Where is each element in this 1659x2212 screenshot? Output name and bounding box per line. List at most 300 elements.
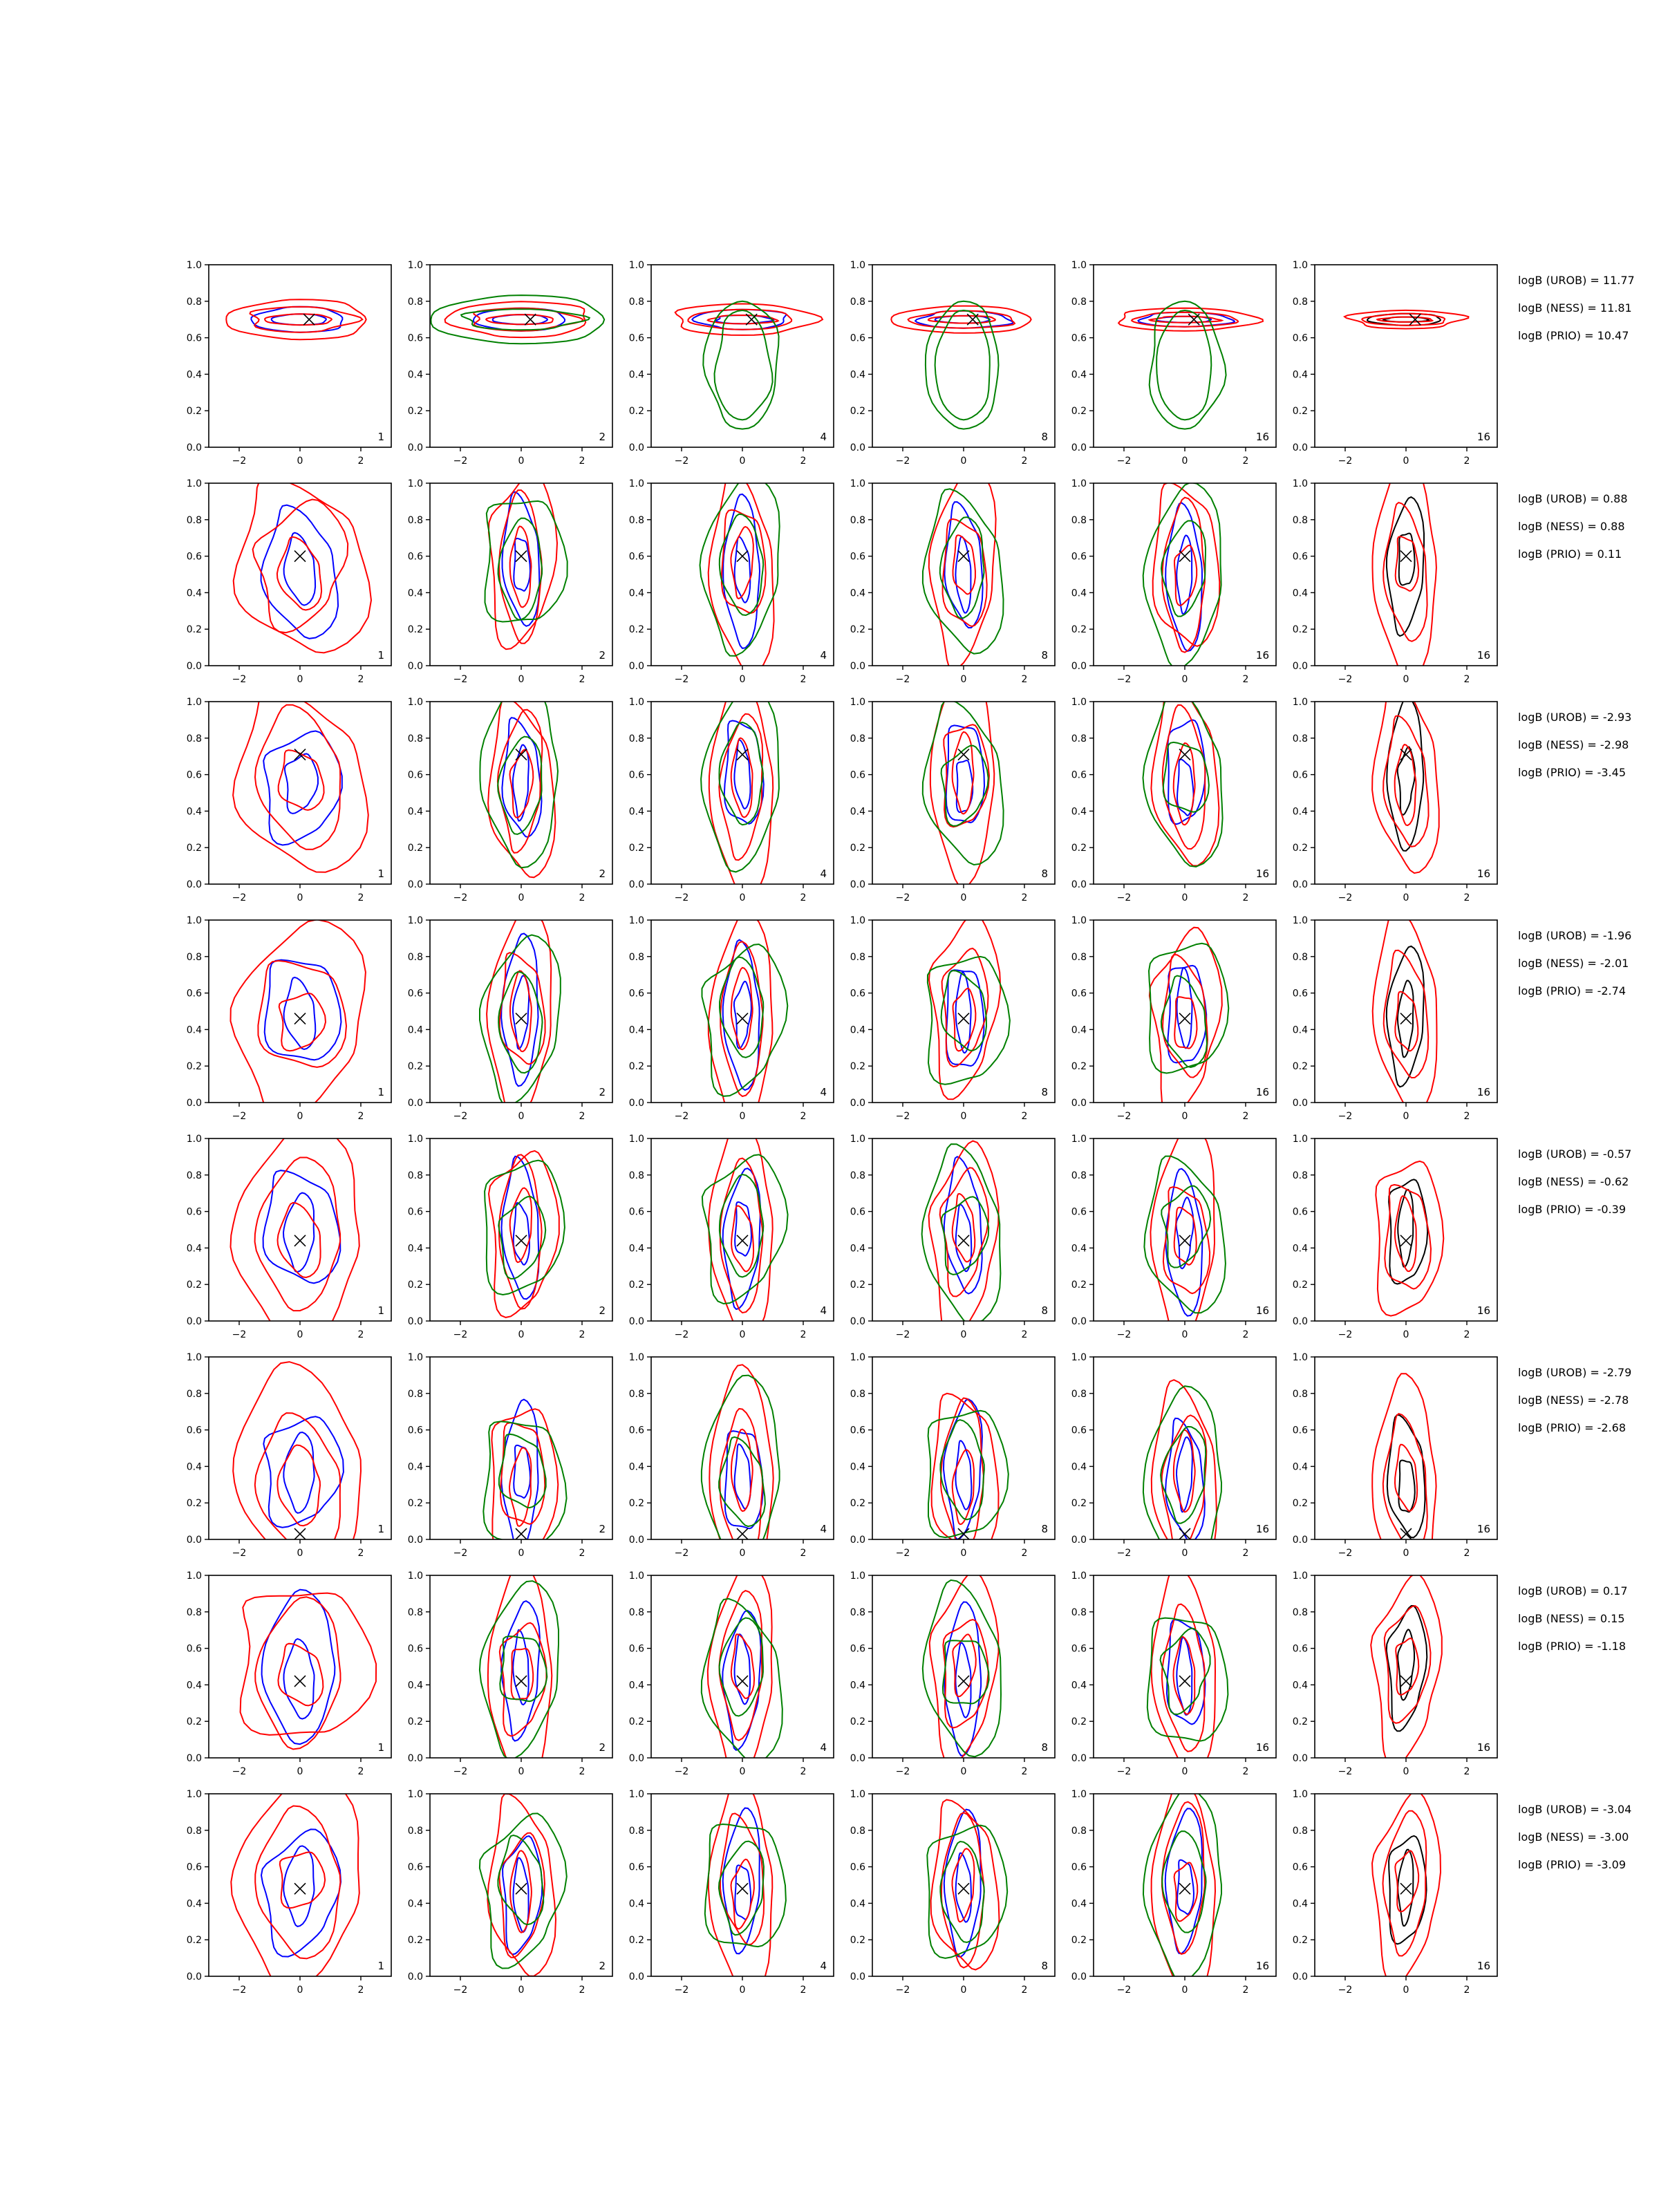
panel-r7-c2 — [408, 1562, 612, 1789]
panel-label: 2 — [599, 1741, 606, 1754]
panel-label: 16 — [1255, 1960, 1269, 1972]
y-tick-label: 0.0 — [850, 1971, 865, 1983]
contour-blue — [514, 1203, 529, 1265]
figure-row-3 — [187, 659, 1632, 903]
y-tick-label: 0.6 — [628, 332, 644, 344]
y-tick-label: 0.4 — [628, 806, 644, 818]
y-tick-label: 0.0 — [407, 879, 423, 890]
contour-red — [953, 1450, 974, 1524]
contour-blue — [946, 970, 984, 1066]
x-tick-label: 0 — [297, 1766, 303, 1777]
panel-label: 8 — [1041, 1960, 1048, 1972]
x-tick-label: −2 — [453, 1111, 468, 1122]
contour-blue — [284, 977, 316, 1049]
x-tick-label: 0 — [1181, 892, 1188, 903]
x-tick-label: 2 — [579, 674, 585, 685]
x-tick-label: −2 — [674, 1111, 689, 1122]
y-tick-label: 0.6 — [850, 551, 865, 563]
x-tick-label: −2 — [1338, 1766, 1353, 1777]
y-tick-label: 0.8 — [186, 296, 202, 308]
x-tick-label: −2 — [232, 892, 247, 903]
y-tick-label: 0.4 — [1071, 369, 1087, 381]
x-tick-label: 0 — [297, 1329, 303, 1340]
contour-blue — [1177, 968, 1192, 1048]
y-tick-label: 1.0 — [850, 697, 865, 708]
y-tick-label: 0.0 — [186, 1316, 202, 1327]
y-tick-label: 0.2 — [1071, 843, 1087, 854]
marker-x-icon — [737, 1235, 748, 1246]
y-tick-label: 0.4 — [186, 806, 202, 818]
x-tick-label: 2 — [1242, 1329, 1249, 1340]
y-tick-label: 0.4 — [850, 1461, 865, 1473]
marker-x-icon — [294, 1235, 306, 1246]
y-tick-label: 0.4 — [186, 1024, 202, 1036]
panel-label: 1 — [377, 1523, 384, 1535]
y-tick-label: 0.2 — [850, 843, 865, 854]
x-tick-label: 2 — [579, 1766, 585, 1777]
contour-blue — [1177, 1437, 1192, 1512]
x-tick-label: −2 — [895, 1985, 910, 1996]
panel-frame — [209, 1575, 391, 1758]
y-tick-label: 1.0 — [1071, 1134, 1087, 1145]
y-tick-label: 0.4 — [850, 369, 865, 381]
y-tick-label: 0.2 — [1292, 406, 1308, 418]
marker-x-icon — [1179, 1528, 1190, 1539]
y-tick-label: 0.0 — [1071, 1098, 1087, 1109]
panel-r1-c3 — [629, 260, 834, 467]
y-tick-label: 1.0 — [407, 260, 423, 271]
y-tick-label: 1.0 — [186, 1571, 202, 1582]
x-tick-label: 0 — [739, 456, 746, 467]
marker-x-icon — [516, 1013, 527, 1024]
contour-red — [1372, 679, 1439, 873]
panel-label: 2 — [599, 431, 606, 443]
x-tick-label: 2 — [1242, 456, 1249, 467]
y-tick-label: 0.0 — [186, 1971, 202, 1983]
y-tick-label: 0.4 — [186, 1461, 202, 1473]
y-tick-label: 0.2 — [1071, 1061, 1087, 1073]
y-tick-label: 0.8 — [628, 951, 644, 963]
x-tick-label: 2 — [1463, 1548, 1470, 1559]
x-tick-label: 2 — [357, 1111, 364, 1122]
y-tick-label: 0.0 — [1292, 1971, 1308, 1983]
x-tick-label: 0 — [297, 456, 303, 467]
y-tick-label: 0.6 — [850, 988, 865, 1000]
y-tick-label: 1.0 — [1292, 1134, 1308, 1145]
y-tick-label: 0.2 — [407, 1716, 423, 1728]
y-tick-label: 0.0 — [1071, 1753, 1087, 1764]
y-tick-label: 0.4 — [1292, 588, 1308, 599]
y-tick-label: 0.8 — [1292, 1825, 1308, 1837]
y-tick-label: 0.2 — [1292, 1935, 1308, 1947]
y-tick-label: 1.0 — [628, 1134, 644, 1145]
y-tick-label: 0.2 — [1292, 843, 1308, 854]
y-tick-label: 0.6 — [628, 1643, 644, 1655]
logb-annotation: logB (UROB) = 11.77 — [1518, 274, 1635, 287]
marker-x-icon — [516, 749, 527, 760]
y-tick-label: 0.8 — [1292, 1606, 1308, 1618]
logb-annotation: logB (PRIO) = 10.47 — [1518, 329, 1629, 342]
panel-frame — [209, 1138, 391, 1321]
panel-frame — [1315, 920, 1497, 1103]
y-tick-label: 0.6 — [1071, 1643, 1087, 1655]
logb-annotation: logB (UROB) = -2.93 — [1518, 711, 1632, 724]
panel-r4-c4 — [850, 913, 1055, 1122]
y-tick-label: 0.6 — [1292, 1643, 1308, 1655]
logb-annotation: logB (PRIO) = -2.68 — [1518, 1421, 1626, 1434]
contour-blue — [513, 745, 529, 821]
panel-r5-c6 — [1293, 1134, 1497, 1340]
y-tick-label: 0.4 — [186, 369, 202, 381]
x-tick-label: 2 — [579, 1111, 585, 1122]
x-tick-label: 0 — [960, 892, 967, 903]
x-tick-label: 0 — [518, 1766, 525, 1777]
figure-row-4 — [187, 906, 1632, 1134]
y-tick-label: 0.8 — [628, 1606, 644, 1618]
panel-frame — [1094, 1794, 1276, 1976]
panel-label: 16 — [1477, 1741, 1490, 1754]
x-tick-label: −2 — [895, 1111, 910, 1122]
y-tick-label: 1.0 — [1292, 1571, 1308, 1582]
panel-frame — [872, 1357, 1055, 1539]
panel-label: 16 — [1477, 431, 1490, 443]
x-tick-label: 0 — [1403, 892, 1409, 903]
y-tick-label: 0.4 — [186, 1680, 202, 1691]
y-tick-label: 0.4 — [628, 1243, 644, 1255]
panel-label: 2 — [599, 649, 606, 662]
y-tick-label: 0.0 — [850, 661, 865, 672]
x-tick-label: 0 — [960, 1111, 967, 1122]
panel-label: 16 — [1477, 1523, 1490, 1535]
y-tick-label: 0.8 — [1071, 514, 1087, 526]
panel-r7-c3 — [629, 1562, 834, 1781]
y-tick-label: 0.8 — [850, 951, 865, 963]
x-tick-label: 0 — [739, 1329, 746, 1340]
y-tick-label: 0.8 — [628, 1170, 644, 1181]
x-tick-label: 2 — [579, 456, 585, 467]
contour-green — [923, 489, 1004, 653]
y-tick-label: 0.4 — [1071, 1680, 1087, 1691]
y-tick-label: 1.0 — [628, 915, 644, 926]
x-tick-label: −2 — [895, 456, 910, 467]
panel-r5-c4 — [850, 1134, 1055, 1340]
y-tick-label: 0.8 — [850, 1606, 865, 1618]
panel-label: 16 — [1255, 649, 1269, 662]
y-tick-label: 1.0 — [1292, 478, 1308, 489]
y-tick-label: 0.2 — [407, 843, 423, 854]
y-tick-label: 0.8 — [628, 1825, 644, 1837]
y-tick-label: 0.2 — [628, 1280, 644, 1291]
marker-x-icon — [1179, 1883, 1190, 1894]
panel-label: 8 — [1041, 649, 1048, 662]
y-tick-label: 1.0 — [186, 915, 202, 926]
x-tick-label: 2 — [1242, 1985, 1249, 1996]
y-tick-label: 0.2 — [407, 1498, 423, 1510]
y-tick-label: 0.0 — [407, 1971, 423, 1983]
marker-x-icon — [294, 551, 306, 562]
y-tick-label: 0.4 — [407, 369, 423, 381]
x-tick-label: −2 — [1116, 1766, 1132, 1777]
contour-green — [923, 700, 1004, 865]
y-tick-label: 1.0 — [1071, 260, 1087, 271]
x-tick-label: −2 — [232, 1985, 247, 1996]
contour-blue — [723, 494, 760, 648]
panel-label: 2 — [599, 868, 606, 880]
contour-green — [485, 1161, 565, 1295]
x-tick-label: 0 — [518, 1548, 525, 1559]
panel-label: 8 — [1041, 1523, 1048, 1535]
y-tick-label: 0.8 — [407, 733, 423, 744]
marker-x-icon — [294, 1528, 306, 1539]
x-tick-label: 2 — [357, 1548, 364, 1559]
panel-frame — [872, 483, 1055, 666]
x-tick-label: 0 — [1181, 1766, 1188, 1777]
y-tick-label: 0.0 — [1071, 1971, 1087, 1983]
logb-annotation: logB (NESS) = 11.81 — [1518, 301, 1632, 315]
contour-red — [720, 1591, 762, 1741]
x-tick-label: 0 — [1403, 1111, 1409, 1122]
y-tick-label: 0.0 — [1071, 442, 1087, 453]
contour-blue — [945, 502, 983, 628]
y-tick-label: 0.2 — [1071, 1280, 1087, 1291]
y-tick-label: 0.4 — [628, 1898, 644, 1910]
panel-r6-c2 — [408, 1352, 612, 1560]
y-tick-label: 0.6 — [850, 1643, 865, 1655]
contour-red — [929, 913, 1000, 1099]
y-tick-label: 0.6 — [1071, 1206, 1087, 1218]
contour-green — [431, 295, 604, 344]
contour-green — [700, 474, 780, 656]
x-tick-label: 2 — [357, 1329, 364, 1340]
logb-annotation: logB (UROB) = 0.88 — [1518, 492, 1628, 505]
y-tick-label: 0.0 — [1292, 1753, 1308, 1764]
panel-label: 2 — [599, 1523, 606, 1535]
y-tick-label: 0.2 — [850, 1280, 865, 1291]
panel-r1-c2 — [408, 260, 612, 467]
x-tick-label: 0 — [739, 1766, 746, 1777]
marker-x-icon — [1179, 1013, 1190, 1024]
y-tick-label: 0.6 — [628, 769, 644, 781]
y-tick-label: 0.8 — [186, 514, 202, 526]
y-tick-label: 0.4 — [407, 588, 423, 599]
marker-x-icon — [294, 1883, 306, 1894]
panel-frame — [209, 702, 391, 884]
y-tick-label: 1.0 — [628, 1352, 644, 1363]
y-tick-label: 0.4 — [186, 1898, 202, 1910]
panel-frame — [1315, 483, 1497, 666]
panel-label: 4 — [820, 1304, 827, 1317]
x-tick-label: 2 — [1242, 892, 1249, 903]
panel-label: 1 — [377, 868, 384, 880]
panel-frame — [1315, 1575, 1497, 1758]
y-tick-label: 0.2 — [407, 1280, 423, 1291]
contour-red — [279, 750, 324, 810]
y-tick-label: 0.8 — [407, 1825, 423, 1837]
x-tick-label: 2 — [1021, 1111, 1028, 1122]
panel-label: 4 — [820, 1086, 827, 1098]
panel-label: 8 — [1041, 1086, 1048, 1098]
y-tick-label: 0.2 — [628, 1935, 644, 1947]
x-tick-label: 2 — [800, 1111, 807, 1122]
y-tick-label: 0.4 — [628, 369, 644, 381]
y-tick-label: 0.2 — [186, 406, 202, 418]
panel-label: 1 — [377, 1304, 384, 1317]
x-tick-label: 0 — [1181, 1329, 1188, 1340]
contour-red — [278, 1644, 323, 1706]
contour-red — [675, 304, 823, 335]
x-tick-label: −2 — [453, 892, 468, 903]
x-tick-label: 2 — [579, 1985, 585, 1996]
y-tick-label: 0.2 — [186, 624, 202, 636]
panel-r1-c4 — [850, 260, 1055, 467]
y-tick-label: 0.6 — [1071, 332, 1087, 344]
logb-annotation: logB (PRIO) = -1.18 — [1518, 1640, 1626, 1653]
x-tick-label: 2 — [800, 674, 807, 685]
panel-frame — [872, 1794, 1055, 1976]
y-tick-label: 1.0 — [850, 1789, 865, 1800]
contour-red — [258, 961, 346, 1067]
y-tick-label: 1.0 — [186, 1134, 202, 1145]
panel-frame — [1315, 265, 1497, 447]
x-tick-label: −2 — [674, 1329, 689, 1340]
y-tick-label: 0.0 — [1071, 1316, 1087, 1327]
x-tick-label: −2 — [453, 456, 468, 467]
y-tick-label: 0.6 — [407, 988, 423, 1000]
contour-green — [715, 310, 773, 420]
panel-r3-c5 — [1071, 682, 1276, 904]
contour-blue — [263, 731, 342, 845]
y-tick-label: 0.8 — [186, 733, 202, 744]
x-tick-label: −2 — [1338, 1548, 1353, 1559]
y-tick-label: 0.6 — [850, 769, 865, 781]
panel-r3-c3 — [629, 676, 834, 903]
x-tick-label: 0 — [518, 1985, 525, 1996]
x-tick-label: 2 — [1021, 674, 1028, 685]
y-tick-label: 0.8 — [1071, 951, 1087, 963]
contour-red — [1384, 950, 1429, 1078]
y-tick-label: 1.0 — [1292, 915, 1308, 926]
x-tick-label: 0 — [297, 1111, 303, 1122]
figure-row-8 — [187, 1772, 1632, 2003]
y-tick-label: 0.4 — [850, 806, 865, 818]
contour-red — [280, 1852, 325, 1908]
y-tick-label: 0.8 — [850, 514, 865, 526]
y-tick-label: 0.8 — [1292, 951, 1308, 963]
y-tick-label: 0.8 — [186, 1170, 202, 1181]
x-tick-label: −2 — [232, 674, 247, 685]
y-tick-label: 0.0 — [186, 1753, 202, 1764]
x-tick-label: 0 — [518, 892, 525, 903]
panel-frame — [651, 1575, 834, 1758]
y-tick-label: 0.0 — [850, 1098, 865, 1109]
contour-red — [255, 1158, 341, 1311]
y-tick-label: 0.6 — [628, 551, 644, 563]
contour-green — [1150, 301, 1226, 429]
panel-r6-c5 — [1071, 1352, 1276, 1580]
y-tick-label: 0.0 — [1292, 442, 1308, 453]
y-tick-label: 0.0 — [407, 1535, 423, 1546]
panel-label: 16 — [1477, 1304, 1490, 1317]
y-tick-label: 0.8 — [1071, 1388, 1087, 1400]
x-tick-label: 2 — [579, 1329, 585, 1340]
y-tick-label: 0.2 — [186, 1716, 202, 1728]
y-tick-label: 0.4 — [1292, 1024, 1308, 1036]
panel-r2-c6 — [1293, 455, 1497, 685]
panel-r4-c6 — [1293, 908, 1497, 1122]
x-tick-label: −2 — [453, 1985, 468, 1996]
y-tick-label: 0.4 — [628, 1461, 644, 1473]
x-tick-label: 2 — [800, 1548, 807, 1559]
marker-x-icon — [958, 1676, 969, 1687]
x-tick-label: −2 — [453, 1766, 468, 1777]
x-tick-label: 0 — [1403, 1766, 1409, 1777]
marker-x-icon — [1400, 1676, 1412, 1687]
y-tick-label: 0.8 — [1292, 733, 1308, 744]
x-tick-label: 2 — [1463, 1766, 1470, 1777]
y-tick-label: 0.4 — [1071, 588, 1087, 599]
y-tick-label: 0.2 — [1071, 1716, 1087, 1728]
contour-green — [461, 309, 590, 330]
y-tick-label: 0.2 — [407, 624, 423, 636]
x-tick-label: 0 — [1403, 1985, 1409, 1996]
y-tick-label: 0.6 — [1292, 551, 1308, 563]
x-tick-label: 0 — [1181, 674, 1188, 685]
y-tick-label: 0.2 — [1071, 1935, 1087, 1947]
y-tick-label: 0.4 — [1292, 1898, 1308, 1910]
panel-r2-c1 — [187, 478, 391, 685]
marker-x-icon — [737, 551, 748, 562]
marker-x-icon — [1179, 749, 1190, 760]
y-tick-label: 0.8 — [186, 1606, 202, 1618]
y-tick-label: 0.2 — [850, 406, 865, 418]
logb-annotation: logB (PRIO) = -2.74 — [1518, 984, 1626, 997]
y-tick-label: 1.0 — [1071, 1352, 1087, 1363]
x-tick-label: −2 — [1116, 456, 1132, 467]
panel-label: 4 — [820, 1523, 827, 1535]
y-tick-label: 0.4 — [628, 588, 644, 599]
y-tick-label: 0.4 — [407, 1024, 423, 1036]
y-tick-label: 0.2 — [407, 406, 423, 418]
panel-r4-c1 — [187, 915, 391, 1123]
x-tick-label: −2 — [1116, 892, 1132, 903]
y-tick-label: 0.8 — [1292, 296, 1308, 308]
x-tick-label: 2 — [1242, 1111, 1249, 1122]
y-tick-label: 0.0 — [1071, 661, 1087, 672]
x-tick-label: 2 — [579, 892, 585, 903]
y-tick-label: 0.0 — [407, 442, 423, 453]
y-tick-label: 0.6 — [186, 332, 202, 344]
panel-r1-c1 — [187, 260, 391, 467]
panel-label: 2 — [599, 1304, 606, 1317]
x-tick-label: 2 — [1463, 1329, 1470, 1340]
contour-green — [1143, 689, 1223, 867]
x-tick-label: 2 — [1021, 1985, 1028, 1996]
logb-annotation: logB (UROB) = -2.79 — [1518, 1366, 1632, 1379]
y-tick-label: 0.0 — [186, 1098, 202, 1109]
panel-r3-c1 — [187, 689, 391, 903]
panel-r1-c6 — [1293, 260, 1497, 467]
contour-blue — [955, 536, 971, 612]
panel-label: 8 — [1041, 868, 1048, 880]
x-tick-label: −2 — [895, 1548, 910, 1559]
y-tick-label: 0.8 — [407, 296, 423, 308]
marker-x-icon — [737, 1883, 748, 1894]
y-tick-label: 0.0 — [850, 1535, 865, 1546]
y-tick-label: 0.6 — [186, 988, 202, 1000]
x-tick-label: −2 — [1338, 674, 1353, 685]
x-tick-label: −2 — [1116, 1329, 1132, 1340]
y-tick-label: 0.6 — [628, 988, 644, 1000]
